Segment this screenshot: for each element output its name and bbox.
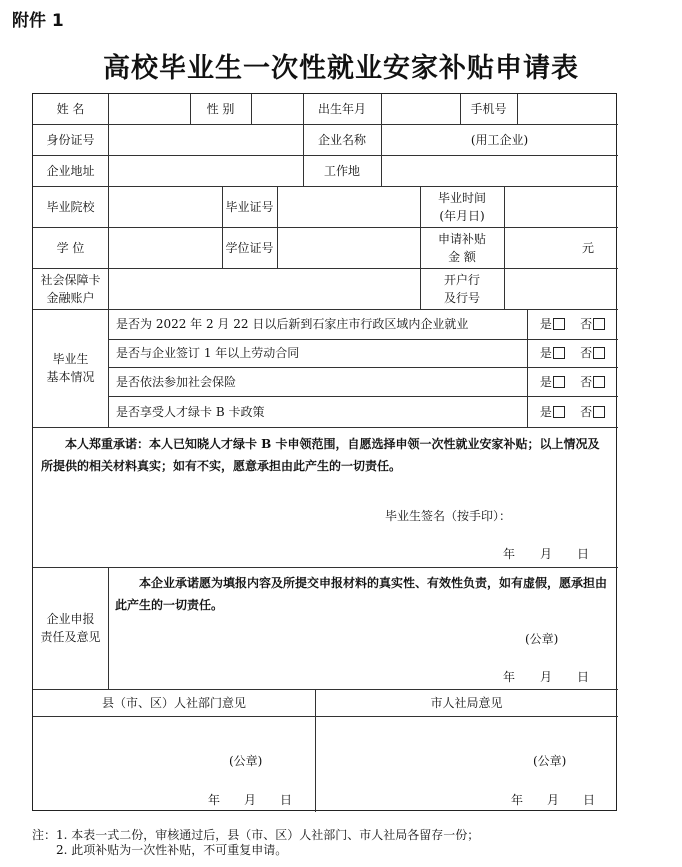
company-opinion-line1: 企业申报 <box>46 612 95 626</box>
bank-line2: 及行号 <box>443 290 480 305</box>
company-name-label: 企业名称 <box>317 132 366 147</box>
city-month: 月 <box>547 793 560 807</box>
no-checkbox[interactable] <box>593 318 605 330</box>
basic-info-line1: 毕业生 <box>52 352 89 366</box>
degree-label: 学 位 <box>56 240 85 255</box>
account-line1: 社会保障卡 <box>40 272 101 287</box>
subsidy-amount-line2: 金 额 <box>448 249 476 264</box>
company-seal: (公章) <box>525 632 559 646</box>
no-label: 否 <box>580 346 593 360</box>
gender-label: 性 别 <box>206 102 235 116</box>
degree-cert-label: 学位证号 <box>225 240 274 255</box>
company-opinion-label <box>33 567 108 689</box>
no-checkbox[interactable] <box>593 406 605 418</box>
grad-time-line1: 毕业时间 <box>437 190 486 205</box>
yes-checkbox[interactable] <box>553 376 565 388</box>
graduate-signature-label: 毕业生签名（按手印）： <box>385 509 512 523</box>
basic-info-label <box>33 309 108 427</box>
company-day: 日 <box>577 670 590 684</box>
grad-cert-label: 毕业证号 <box>225 199 274 214</box>
no-label: 否 <box>580 317 593 331</box>
subsidy-amount-label <box>420 227 504 268</box>
county-opinion-label: 县（市、区）人社部门意见 <box>101 695 246 710</box>
company-address-label: 企业地址 <box>46 163 95 178</box>
note-2: 2. 此项补贴为一次性补贴，不可重复申请。 <box>56 843 288 857</box>
yes-label: 是 <box>539 317 552 331</box>
county-day: 日 <box>280 793 293 807</box>
no-label: 否 <box>580 404 593 419</box>
company-month: 月 <box>540 670 553 684</box>
yes-label: 是 <box>539 404 552 419</box>
company-opinion-line2: 责任及意见 <box>40 630 101 644</box>
yes-checkbox[interactable] <box>553 406 565 418</box>
city-day: 日 <box>583 793 596 807</box>
no-checkbox[interactable] <box>593 376 605 388</box>
workplace-label: 工作地 <box>323 163 360 178</box>
grad-time-label <box>420 186 504 227</box>
basic-choice-1 <box>527 309 618 339</box>
county-year: 年 <box>208 793 221 807</box>
yes-label: 是 <box>539 374 552 389</box>
no-label: 否 <box>580 374 593 389</box>
pledge-day: 日 <box>577 547 590 561</box>
no-checkbox[interactable] <box>593 347 605 359</box>
graduate-pledge: 本人郑重承诺：本人已知晓人才绿卡 B 卡申领范围，自愿选择申领一次性就业安家补贴；以上情况及所提供的相关材料真实；如有不实，愿意承担由此产生的一切责任。 <box>41 437 600 473</box>
annex-label: 附件 1 <box>12 11 64 31</box>
basic-choice-4 <box>527 396 618 427</box>
yes-label: 是 <box>539 346 552 360</box>
account-line2: 金融账户 <box>46 290 95 305</box>
note-1: 注：1. 本表一式二份，审核通过后，县（市、区）人社部门、市人社局各留存一份； <box>32 828 480 842</box>
county-month: 月 <box>244 793 257 807</box>
pledge-year: 年 <box>503 547 516 561</box>
name-label: 姓 名 <box>56 102 85 116</box>
id-label: 身份证号 <box>46 132 95 147</box>
bank-label <box>420 268 504 309</box>
form-notes <box>32 828 479 858</box>
yes-checkbox[interactable] <box>553 347 565 359</box>
yes-checkbox[interactable] <box>553 318 565 330</box>
pledge-month: 月 <box>540 547 553 561</box>
bank-line1: 开户行 <box>443 272 480 287</box>
company-year: 年 <box>503 670 516 684</box>
city-seal: (公章) <box>533 754 567 768</box>
basic-question-1: 是否为 2022 年 2 月 22 日以后新到石家庄市行政区域内企业就业 <box>116 317 469 331</box>
amount-unit: 元 <box>581 240 594 255</box>
school-label: 毕业院校 <box>46 199 95 214</box>
page-title: 高校毕业生一次性就业安家补贴申请表 <box>103 53 579 84</box>
basic-choice-2 <box>527 339 618 367</box>
basic-info-line2: 基本情况 <box>46 370 95 384</box>
county-seal: (公章) <box>229 754 263 768</box>
phone-label: 手机号 <box>470 102 507 116</box>
birth-label: 出生年月 <box>317 102 366 116</box>
basic-question-4: 是否享受人才绿卡 B 卡政策 <box>116 404 265 419</box>
basic-question-2: 是否与企业签订 1 年以上劳动合同 <box>116 346 300 360</box>
grad-time-line2: (年月日) <box>439 208 485 223</box>
subsidy-amount-line1: 申请补贴 <box>437 231 486 246</box>
company-pledge: 本企业承诺愿为填报内容及所提交申报材料的真实性、有效性负责，如有虚假，愿承担由此产生的一切责任。 <box>115 576 608 612</box>
city-opinion-label: 市人社局意见 <box>430 695 503 710</box>
basic-choice-3 <box>527 367 618 396</box>
company-name-hint: (用工企业) <box>470 132 529 147</box>
application-form <box>32 93 617 811</box>
basic-question-3: 是否依法参加社会保险 <box>116 374 237 389</box>
account-label <box>33 268 108 309</box>
city-year: 年 <box>511 793 524 807</box>
